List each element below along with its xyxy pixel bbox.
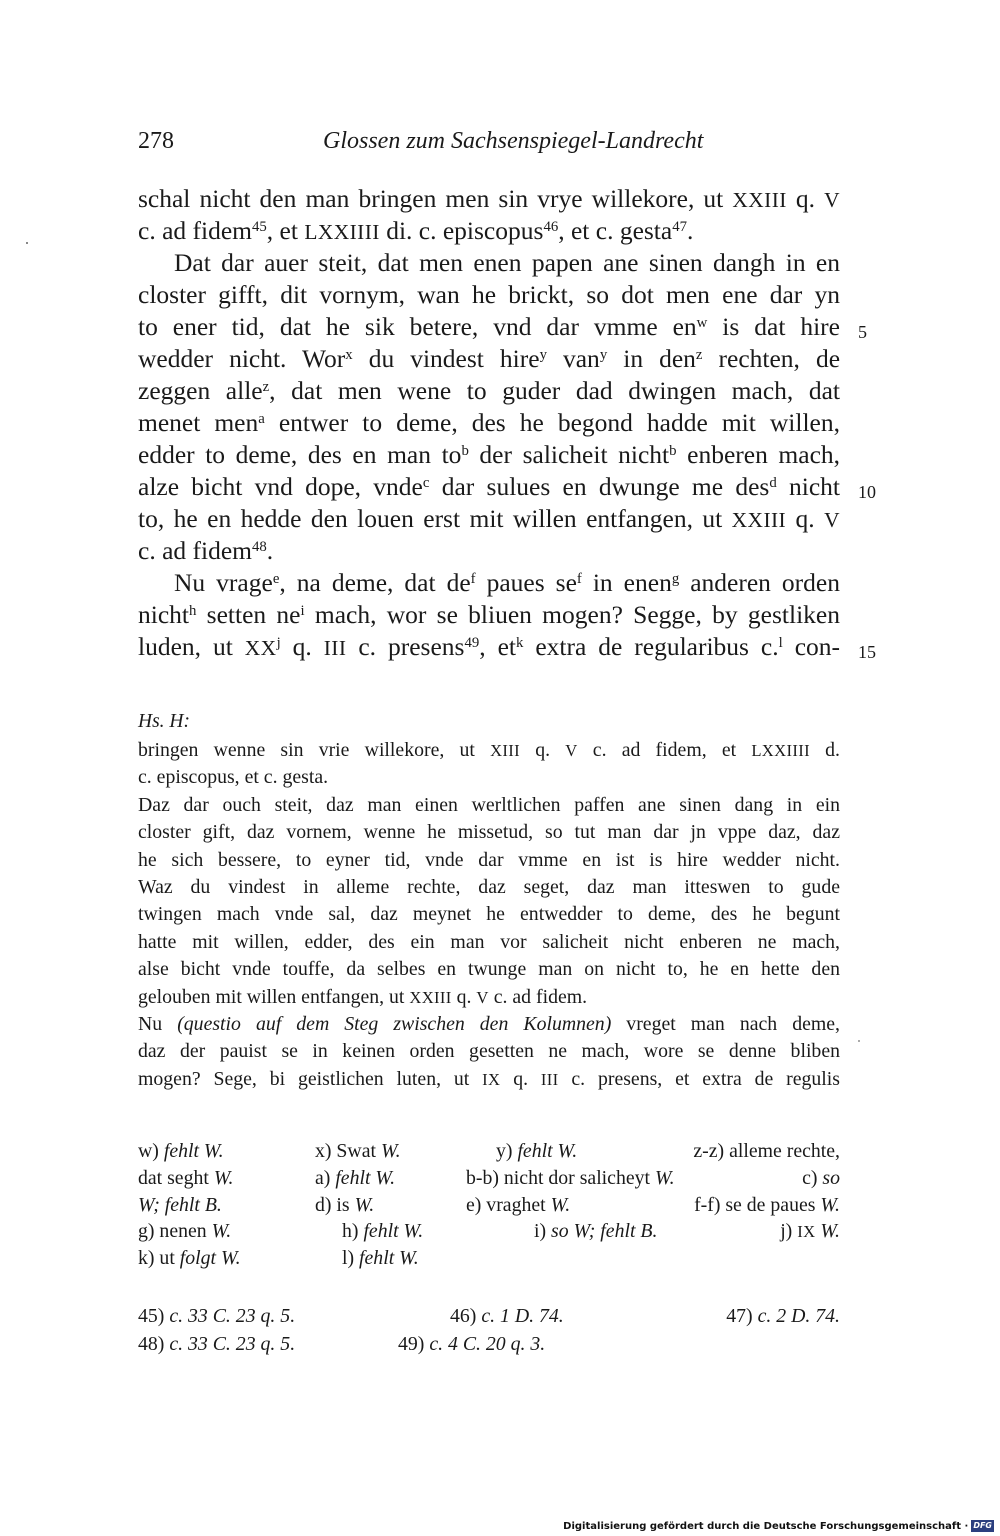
main-line-9: edder to deme, des en man $to^b$ der salicheit nicht$^b$ enberen mach,: [138, 440, 841, 469]
note-g: g) nenen W.: [138, 1220, 232, 1243]
apparatus-row: [138, 1192, 840, 1219]
main-line-2: c. ad fidem$^{45}$, et LXXIIII di. c. episcopus$^{46}$, et c. gesta$^{47}$.: [138, 216, 694, 245]
textual-apparatus: [138, 1138, 840, 1272]
main-line-8: menet men$^a$ entwer to deme, des he begond hadde mit willen,: [138, 408, 840, 437]
main-line-15: luden, ut $XX^j$ q. III c. presens$^{49}$, $et^k$ extra de regularibus c.$^l$ con-: [138, 632, 841, 661]
source-row: [138, 1302, 840, 1330]
hs-line: alse bicht vnde touffe, da selbes en twunge man on nicht to, he en hette den: [138, 958, 840, 981]
apparatus-row: [138, 1165, 840, 1192]
digitization-footer: [563, 1519, 994, 1533]
note-y: y) fehlt W.: [496, 1140, 578, 1162]
note-z-cont: dat seght W.: [138, 1166, 234, 1189]
scan-speck: [26, 242, 28, 244]
note-j: j) IX W.: [780, 1220, 840, 1243]
hs-line: hatte mit willen, edder, des ein man vor salicheit nicht enberen ne mach,: [138, 930, 840, 953]
source-note-48: 48) c. 33 C. 23 q. 5.: [138, 1333, 296, 1355]
note-e: e) vraghet W.: [466, 1193, 571, 1216]
source-row: [138, 1330, 840, 1358]
main-line-1: schal nicht den man bringen men sin vrye willekore, ut XXIII q. V: [138, 184, 841, 213]
main-line-3: Dat dar auer steit, dat men enen papen ane sinen dangh in en: [174, 248, 840, 277]
funding-note: Digitalisierung gefördert durch die Deutsche Forschungsgemeinschaft ·: [563, 1520, 969, 1532]
hs-line: Waz du vindest in alleme rechte, daz seget, daz man itteswen to gude: [138, 875, 840, 898]
hs-line: he sich bessere, to eyner tid, vnde dar vmme en ist is hire wedder nicht.: [138, 848, 840, 871]
main-line-12: c. ad fidem$^{48}$.: [138, 536, 274, 565]
note-c: c) so: [802, 1166, 840, 1189]
hs-line: twingen mach vnde sal, daz meynet he entwedder to deme, des he begunt: [138, 903, 840, 926]
running-title: Glossen zum Sachsenspiegel-Landrecht: [323, 128, 704, 154]
scan-speck: [858, 1040, 860, 1042]
main-line-4: closter gifft, dit vornym, wan he brickt, so dot men ene dar yn: [138, 280, 840, 309]
hs-line: closter gift, daz vornem, wenne he missetud, so tut man dar jn vppe daz, daz: [138, 821, 840, 844]
main-text: [138, 183, 840, 663]
note-z: z-z) alleme rechte,: [693, 1140, 840, 1162]
manuscript-h-section: [138, 707, 840, 1093]
note-k: k) ut folgt W.: [138, 1247, 241, 1270]
hs-line: bringen wenne sin vrie willekore, ut XIII q. V c. ad fidem, et LXXIIII d.: [138, 739, 840, 761]
page-header: [138, 128, 840, 162]
apparatus-row: [138, 1138, 840, 1165]
hs-line: gelouben mit willen entfangen, ut XXIII q. V c. ad fidem.: [138, 985, 588, 1008]
source-note-47: 47) c. 2 D. 74.: [726, 1305, 840, 1327]
note-f: f-f) se de paues W.: [694, 1193, 840, 1216]
note-c-cont: W; fehlt B.: [138, 1193, 222, 1216]
main-line-13: Nu vrage$^e$, na deme, dat $de^f$ paues $se^f$ in enen$^g$ anderen orden: [174, 568, 840, 597]
hs-line: daz der pauist se in keinen orden gesetten ne mach, wore se denne bliben: [138, 1040, 840, 1063]
source-notes: [138, 1302, 840, 1358]
note-a: a) fehlt W.: [315, 1166, 396, 1189]
hs-line: mogen? Sege, bi geistlichen luten, ut IX q. III c. presens, et extra de regulis: [138, 1067, 840, 1090]
main-line-14: nicht$^h$ setten $ne^i$ mach, wor se bliuen mogen? Segge, by gestliken: [138, 600, 840, 629]
line-number-5: 5: [858, 322, 867, 342]
source-note-45: 45) c. 33 C. 23 q. 5.: [138, 1305, 296, 1327]
page-number: 278: [138, 128, 174, 154]
apparatus-row: [138, 1245, 840, 1272]
line-number-10: 10: [858, 482, 876, 502]
hs-line: c. episcopus, et c. gesta.: [138, 766, 329, 789]
note-x: x) Swat W.: [315, 1140, 401, 1162]
main-line-11: to, he en hedde den louen erst mit willen entfangen, ut XXIII q. V: [138, 504, 840, 533]
note-h: h) fehlt W.: [342, 1220, 424, 1243]
main-line-6: wedder nicht. Wor$^x$ du vindest hire$^y$ van$^y$ in den$^z$ rechten, de: [138, 344, 841, 373]
dfg-logo: DFG: [973, 1521, 992, 1530]
note-b: b-b) nicht dor salicheyt W.: [466, 1166, 675, 1189]
line-number-15: 15: [858, 642, 876, 662]
manuscript-heading: Hs. H:: [138, 711, 190, 732]
note-i: i) so W; fehlt B.: [534, 1220, 658, 1243]
source-note-46: 46) c. 1 D. 74.: [450, 1305, 564, 1327]
source-note-49: 49) c. 4 C. 20 q. 3.: [398, 1333, 546, 1355]
hs-line: Daz dar ouch steit, daz man einen werltlichen paffen ane sinen dang in ein: [138, 793, 840, 816]
main-line-7: zeggen alle$^z$, dat men wene to guder dad dwingen mach, dat: [138, 376, 840, 405]
hs-line: Nu (questio auf dem Steg zwischen den Kolumnen) vreget man nach deme,: [138, 1012, 840, 1035]
note-d: d) is W.: [315, 1193, 375, 1216]
apparatus-row: [138, 1218, 840, 1245]
note-w: w) fehlt W.: [138, 1140, 224, 1162]
note-l: l) fehlt W.: [342, 1247, 419, 1270]
main-line-10: alze bicht vnd dope, vnde$^c$ dar sulues en dwunge me des$^d$ nicht: [138, 472, 840, 501]
main-line-5: to ener tid, dat he sik betere, vnd dar vmme $en^w$ is dat hire: [138, 312, 840, 341]
